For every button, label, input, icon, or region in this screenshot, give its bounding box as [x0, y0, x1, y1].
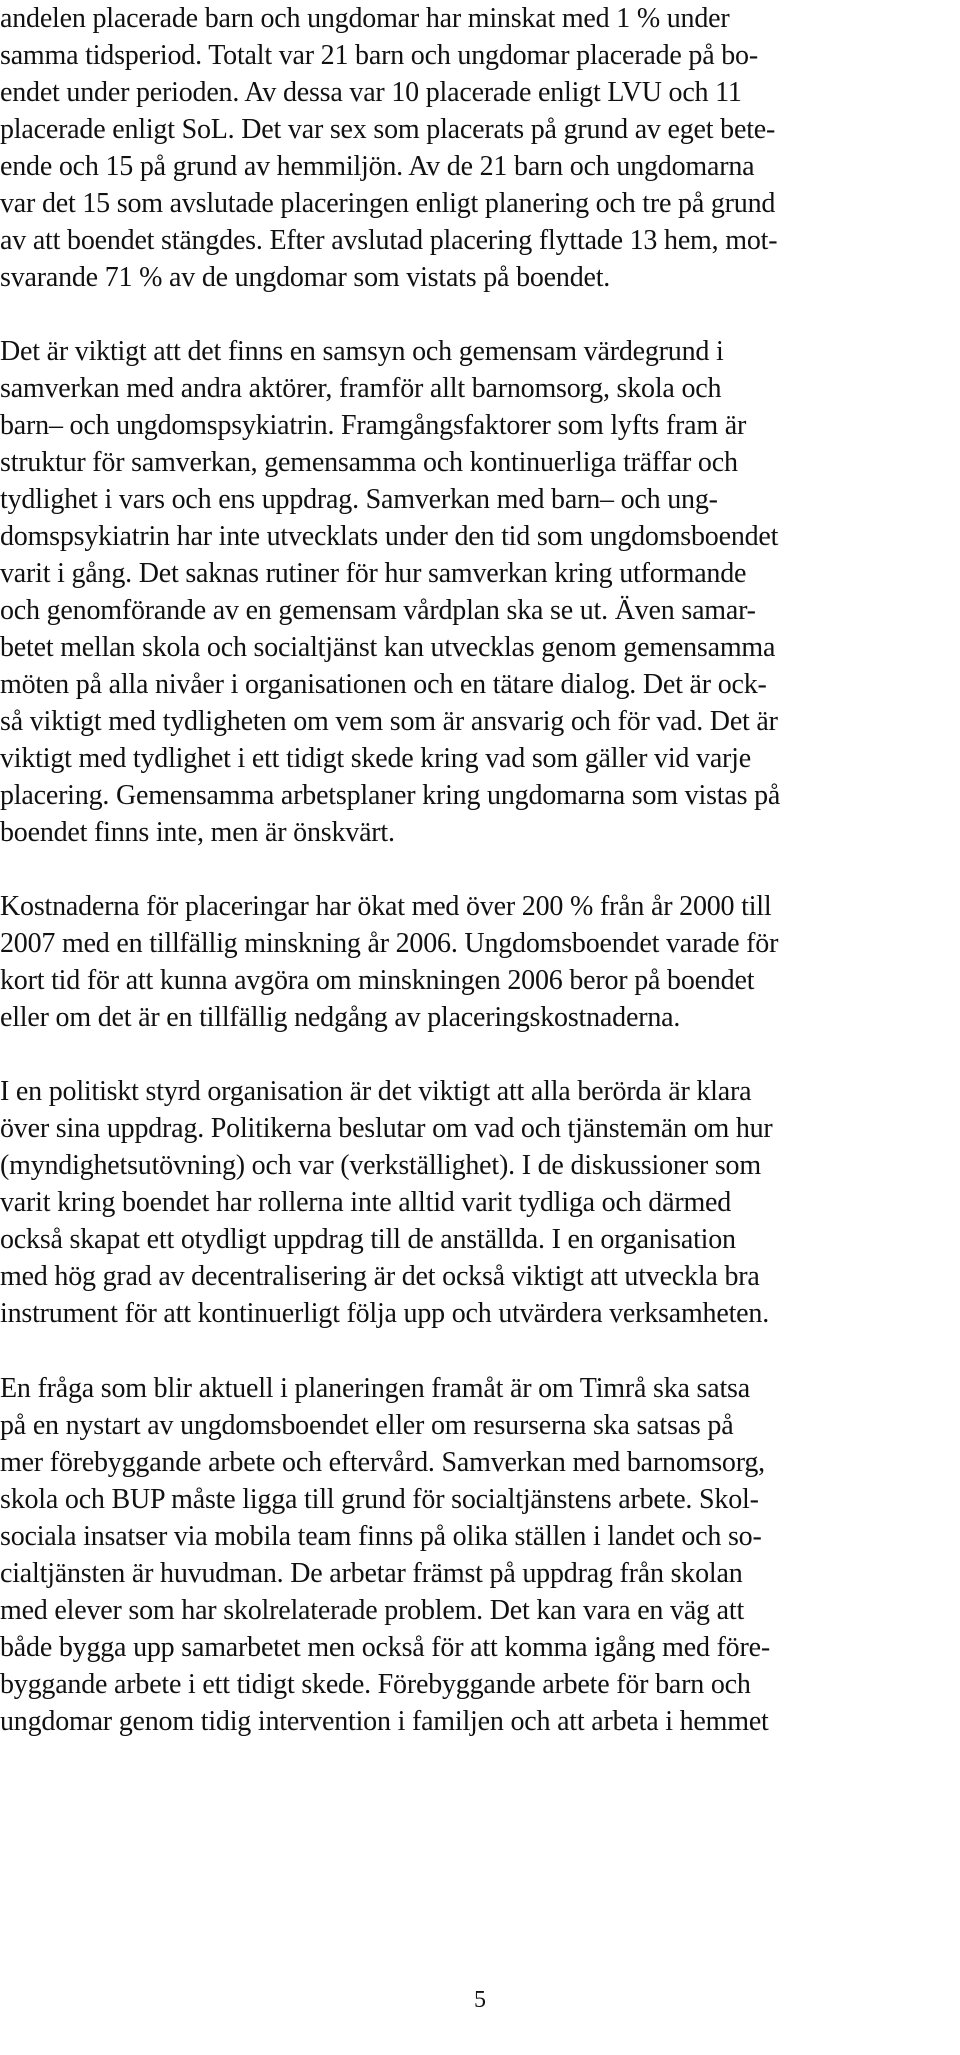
text-line: svarande 71 % av de ungdomar som vistats på boendet.	[0, 262, 611, 293]
paragraph-future-planning	[0, 1370, 770, 1740]
text-line: placerade enligt SoL. Det var sex som placerats på grund av eget bete-	[0, 114, 776, 145]
text-line: I en politiskt styrd organisation är det viktigt att alla berörda är klara	[0, 1076, 752, 1107]
paragraph-political-organisation	[0, 1073, 773, 1332]
text-line: och genomförande av en gemensam vårdplan ska se ut. Även samar-	[0, 595, 756, 626]
text-line: (myndighetsutövning) och var (verkställighet). I de diskussioner som	[0, 1150, 761, 1181]
paragraph-placement-statistics	[0, 0, 777, 296]
text-line: ende och 15 på grund av hemmiljön. Av de 21 barn och ungdomarna	[0, 151, 755, 182]
text-line: betet mellan skola och socialtjänst kan utvecklas genom gemensamma	[0, 632, 776, 663]
paragraph-collaboration	[0, 333, 780, 851]
text-line: över sina uppdrag. Politikerna beslutar om vad och tjänstemän om hur	[0, 1113, 773, 1144]
text-line: eller om det är en tillfällig nedgång av placeringskostnaderna.	[0, 1002, 681, 1033]
text-line: samma tidsperiod. Totalt var 21 barn och ungdomar placerade på bo-	[0, 40, 758, 71]
text-line: varit i gång. Det saknas rutiner för hur samverkan kring utformande	[0, 558, 747, 589]
text-line: också skapat ett otydligt uppdrag till de anställda. I en organisation	[0, 1224, 736, 1255]
text-line: var det 15 som avslutade placeringen enligt planering och tre på grund	[0, 188, 776, 219]
text-line: samverkan med andra aktörer, framför allt barnomsorg, skola och	[0, 373, 722, 404]
text-line: både bygga upp samarbetet men också för att komma igång med före-	[0, 1632, 770, 1663]
text-line: med hög grad av decentralisering är det också viktigt att utveckla bra	[0, 1261, 760, 1292]
text-line: så viktigt med tydligheten om vem som är ansvarig och för vad. Det är	[0, 706, 778, 737]
text-line: Kostnaderna för placeringar har ökat med över 200 % från år 2000 till	[0, 891, 772, 922]
text-line: En fråga som blir aktuell i planeringen framåt är om Timrå ska satsa	[0, 1373, 750, 1404]
paragraph-placement-costs	[0, 888, 778, 1036]
page-number: 5	[474, 1987, 486, 2013]
text-line: cialtjänsten är huvudman. De arbetar främst på uppdrag från skolan	[0, 1558, 743, 1589]
text-line: byggande arbete i ett tidigt skede. Förebyggande arbete för barn och	[0, 1669, 751, 1700]
text-line: kort tid för att kunna avgöra om minskningen 2006 beror på boendet	[0, 965, 755, 996]
text-line: mer förebyggande arbete och eftervård. Samverkan med barnomsorg,	[0, 1447, 765, 1478]
text-line: med elever som har skolrelaterade problem. Det kan vara en väg att	[0, 1595, 745, 1626]
text-line: instrument för att kontinuerligt följa upp och utvärdera verksamheten.	[0, 1298, 769, 1329]
text-line: andelen placerade barn och ungdomar har minskat med 1 % under	[0, 3, 730, 34]
text-line: barn– och ungdomspsykiatrin. Framgångsfaktorer som lyfts fram är	[0, 410, 747, 441]
text-line: möten på alla nivåer i organisationen och en tätare dialog. Det är ock-	[0, 669, 767, 700]
text-line: 2007 med en tillfällig minskning år 2006. Ungdomsboendet varade för	[0, 928, 779, 959]
text-line: tydlighet i vars och ens uppdrag. Samverkan med barn– och ung-	[0, 484, 718, 515]
text-line: sociala insatser via mobila team finns på olika ställen i landet och so-	[0, 1521, 762, 1552]
text-line: Det är viktigt att det finns en samsyn och gemensam värdegrund i	[0, 336, 724, 367]
text-line: domspsykiatrin har inte utvecklats under den tid som ungdomsboendet	[0, 521, 779, 552]
text-line: viktigt med tydlighet i ett tidigt skede kring vad som gäller vid varje	[0, 743, 751, 774]
text-line: av att boendet stängdes. Efter avslutad placering flyttade 13 hem, mot-	[0, 225, 778, 256]
text-line: skola och BUP måste ligga till grund för socialtjänstens arbete. Skol-	[0, 1484, 759, 1515]
text-line: på en nystart av ungdomsboendet eller om resurserna ska satsas på	[0, 1410, 734, 1441]
text-line: struktur för samverkan, gemensamma och kontinuerliga träffar och	[0, 447, 738, 478]
text-line: varit kring boendet har rollerna inte alltid varit tydliga och därmed	[0, 1187, 732, 1218]
text-line: ungdomar genom tidig intervention i familjen och att arbeta i hemmet	[0, 1706, 769, 1737]
text-line: placering. Gemensamma arbetsplaner kring ungdomarna som vistas på	[0, 780, 781, 811]
text-line: boendet finns inte, men är önskvärt.	[0, 817, 395, 848]
text-line: endet under perioden. Av dessa var 10 placerade enligt LVU och 11	[0, 77, 742, 108]
